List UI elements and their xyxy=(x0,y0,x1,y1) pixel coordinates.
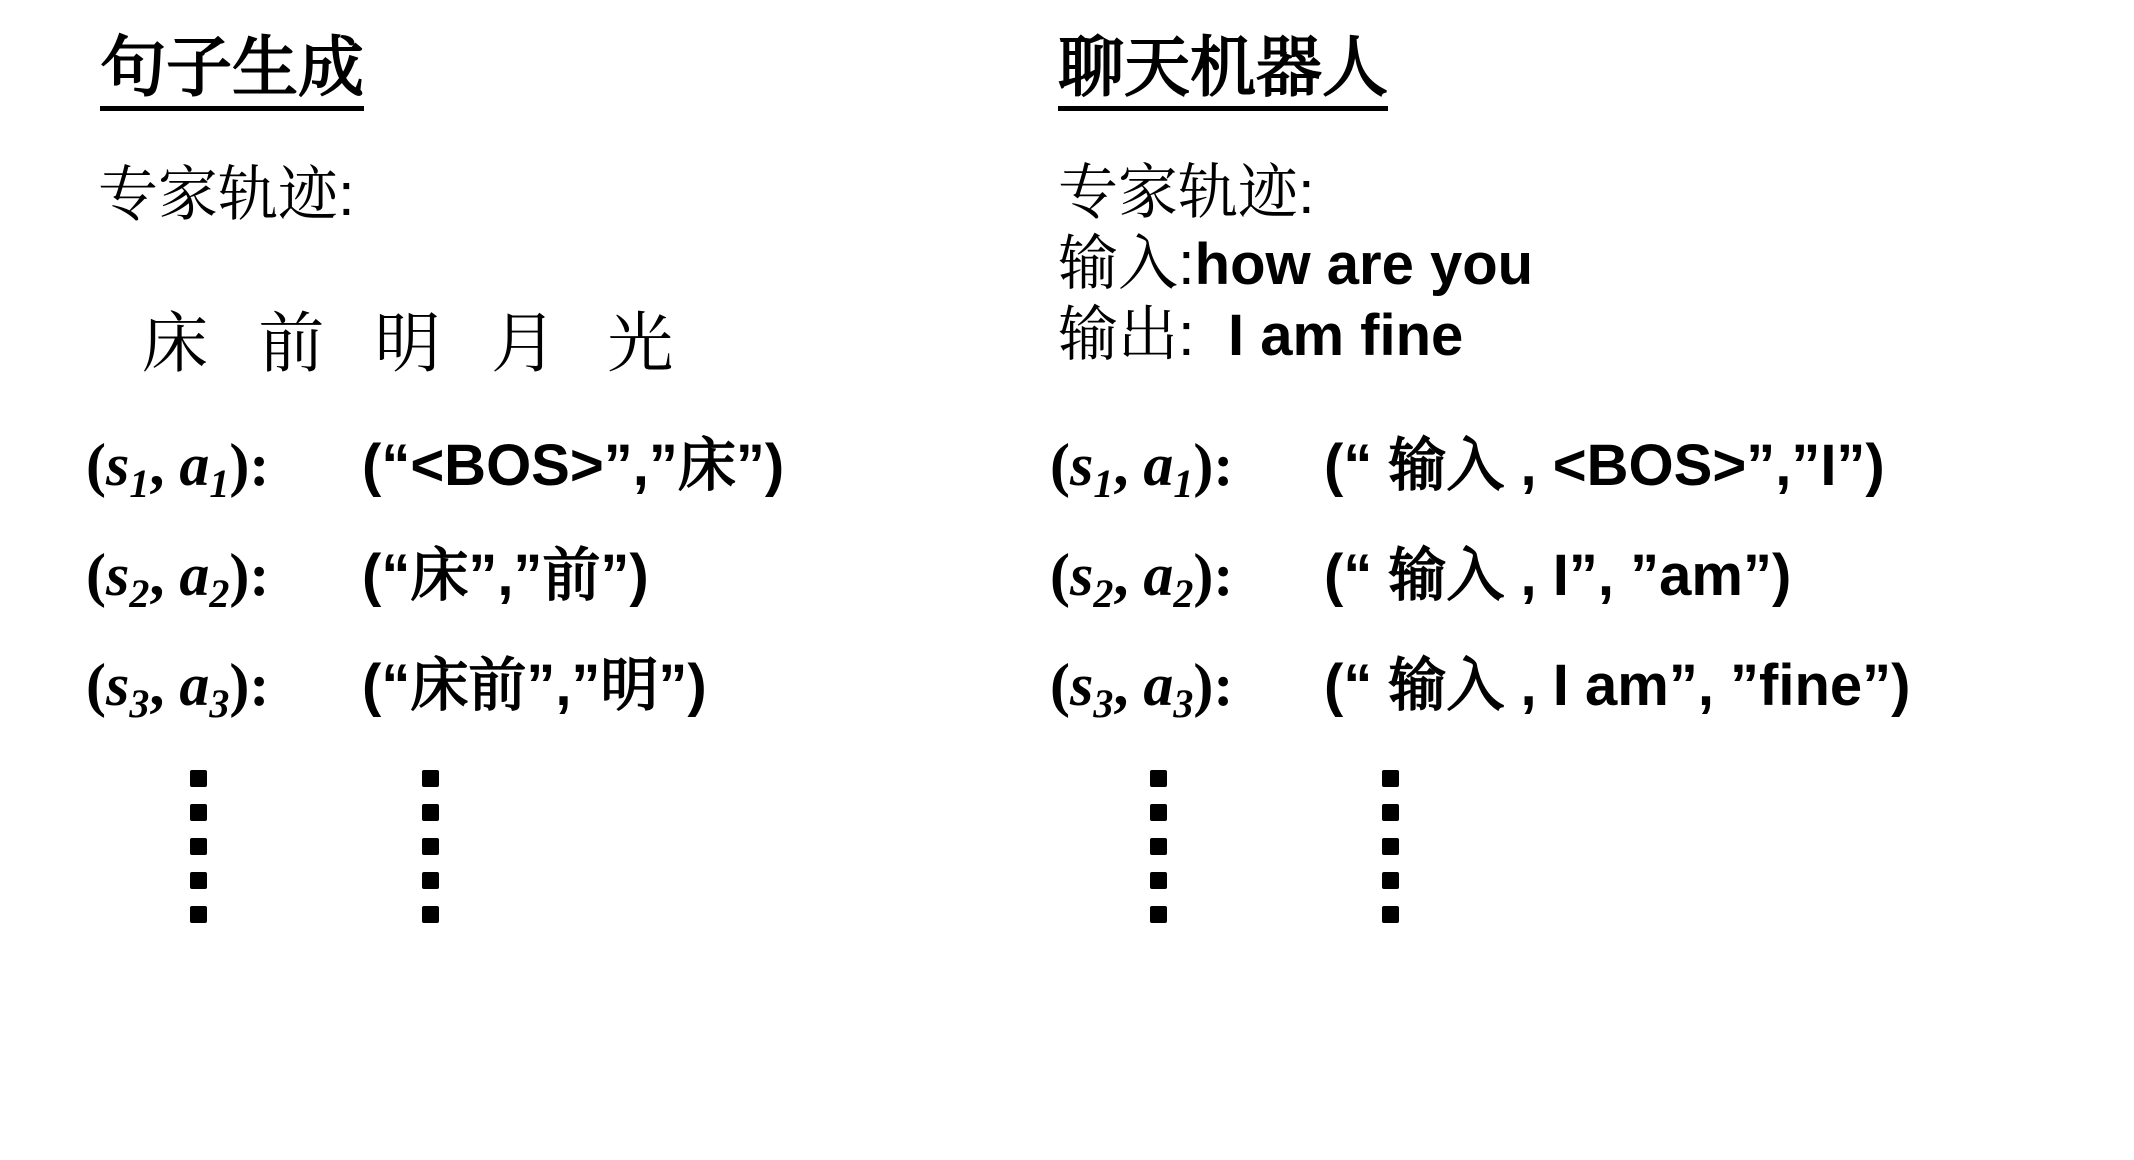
page-title: 聊天机器人 xyxy=(1058,34,1388,111)
state-action-list-right xyxy=(1040,418,2134,748)
output-line xyxy=(1058,300,1533,371)
panel-chatbot xyxy=(1040,0,2134,1160)
subtitle-text: 专家轨迹: xyxy=(1058,159,1315,226)
page-title: 句子生成 xyxy=(100,34,364,111)
table-row xyxy=(1040,528,2134,638)
pair-value: (“ 输入 , <BOS>”,”I”) xyxy=(1324,433,1885,498)
pair-key: ($s_2$, $a_2$): xyxy=(86,542,270,616)
input-line xyxy=(1058,229,1533,300)
pair-value: (“床”,”前”) xyxy=(362,543,649,608)
table-row xyxy=(60,638,1040,748)
vertical-dots-icon xyxy=(1382,770,1399,923)
table-row xyxy=(60,418,1040,528)
output-label: 输出: xyxy=(1058,300,1195,368)
vertical-dots-icon xyxy=(190,770,207,923)
ellipsis-group-right xyxy=(1150,770,1399,923)
panel-title-wrap xyxy=(1058,30,1388,111)
pair-key: ($s_3$, $a_3$): xyxy=(1050,652,1234,726)
pair-value: (“<BOS>”,”床”) xyxy=(362,433,785,498)
ellipsis-group-left xyxy=(190,770,439,923)
vertical-dots-icon xyxy=(1150,770,1167,923)
pair-key: ($s_1$, $a_1$): xyxy=(86,432,270,506)
state-action-list-left xyxy=(60,418,1040,748)
pair-value: (“ 输入 , I”, ”am”) xyxy=(1324,543,1792,608)
table-row xyxy=(1040,418,2134,528)
output-value: I am fine xyxy=(1228,302,1464,368)
panel-sentence-generation xyxy=(60,0,1040,1160)
pair-value: (“床前”,”明”) xyxy=(362,653,707,718)
subtitle-text: 专家轨迹: xyxy=(98,161,355,228)
expert-trajectory-label-left xyxy=(98,160,355,231)
panel-title-wrap xyxy=(100,30,364,111)
table-row xyxy=(1040,638,2134,748)
expert-trajectory-label-right xyxy=(1058,158,1533,370)
pair-key: ($s_3$, $a_3$): xyxy=(86,652,270,726)
pair-value: (“ 输入 , I am”, ”fine”) xyxy=(1324,653,1911,718)
pair-key: ($s_2$, $a_2$): xyxy=(1050,542,1234,616)
input-label: 输入: xyxy=(1058,229,1195,297)
input-value: how are you xyxy=(1194,231,1534,297)
table-row xyxy=(60,528,1040,638)
sample-sentence: 床 前 明 月 光 xyxy=(142,306,690,380)
pair-key: ($s_1$, $a_1$): xyxy=(1050,432,1234,506)
vertical-dots-icon xyxy=(422,770,439,923)
